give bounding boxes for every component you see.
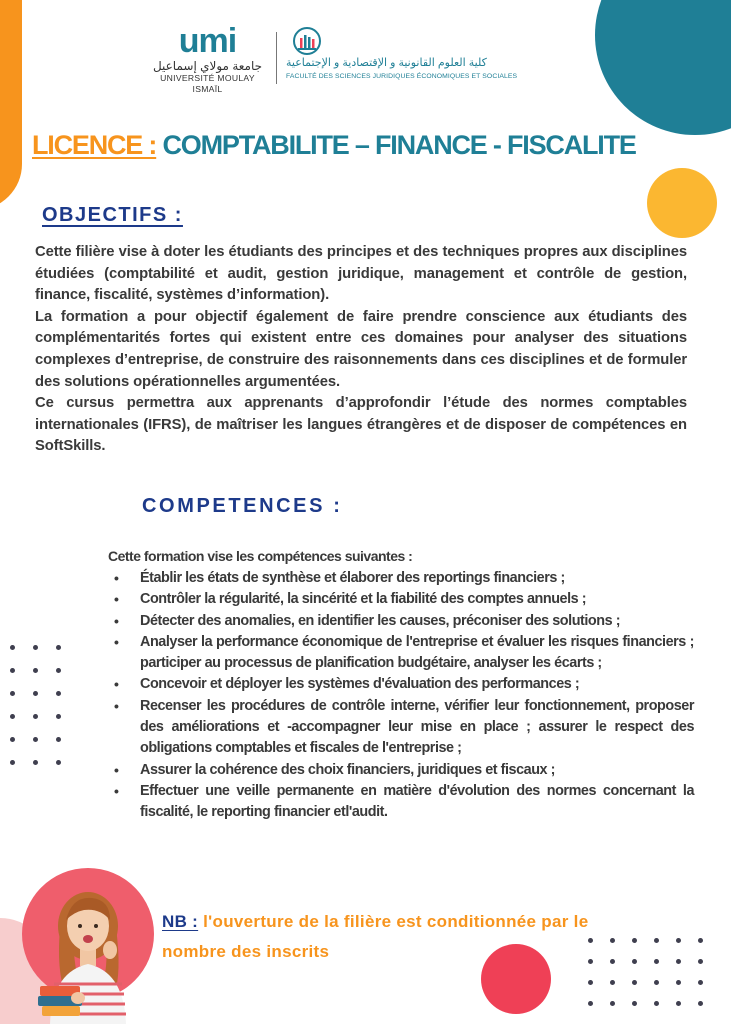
faculty-name-latin: FACULTÉ DES SCIENCES JURIDIQUES ÉCONOMIQUES ET SOCIALES xyxy=(286,73,518,80)
list-item: • Contrôler la régularité, la sincérité et la fiabilité des comptes annuels ; xyxy=(112,589,694,610)
title-prefix: LICENCE : xyxy=(32,130,157,160)
objectifs-body xyxy=(35,242,687,458)
umi-logo-mark: umi xyxy=(178,22,237,60)
note-text xyxy=(162,907,632,967)
competences-heading: COMPETENCES : xyxy=(142,495,343,517)
orange-corner-shape xyxy=(0,0,22,210)
competences-list xyxy=(112,568,694,824)
list-item: • Détecter des anomalies, en identifier les causes, préconiser des solutions ; xyxy=(112,611,694,632)
list-item: • Assurer la cohérence des choix financiers, juridiques et fiscaux ; xyxy=(112,760,694,781)
title-main: COMPTABILITE – FINANCE - FISCALITE xyxy=(156,130,636,160)
objectifs-paragraph: La formation a pour objectif également de faire prendre conscience aux étudiants des complémentarités fortes qui existent entre ces domaines pour analyser des situations complexes d’entreprise, de construire des raisonnements dans ces disciplines et de formuler des solutions opérationnelles argumentées. xyxy=(35,308,687,390)
objectifs-paragraph: Cette filière vise à doter les étudiants des principes et des techniques propres aux disciplines étudiées (comptabilité et audit, gestion juridique, management et contrôle de gestion, finance, fiscalité, systèmes d’information). xyxy=(35,244,687,304)
dot-grid-left-decoration xyxy=(10,645,61,765)
list-item: • Analyser la performance économique de l'entreprise et évaluer les risques financiers ; participer au processus de planification budgétaire, analyser les écarts ; xyxy=(112,632,694,675)
list-item: • Concevoir et déployer les systèmes d'évaluation des performances ; xyxy=(112,674,694,695)
student-illustration xyxy=(22,868,154,1024)
faculty-logo xyxy=(286,26,518,88)
university-name-arabic: جامعة مولاي إسماعيل xyxy=(152,59,263,73)
yellow-circle-decoration xyxy=(647,168,717,238)
faculty-name-arabic: كلية العلوم القانونية و الإقتصادية و الإجتماعية xyxy=(286,57,487,69)
objectifs-heading: OBJECTIFS : xyxy=(42,204,183,226)
header-divider xyxy=(276,32,277,84)
teal-circle-decoration xyxy=(595,0,731,135)
list-item: • Établir les états de synthèse et élaborer des reportings financiers ; xyxy=(112,568,694,589)
faculty-emblem-icon xyxy=(292,26,322,56)
list-item: • Recenser les procédures de contrôle interne, vérifier leur fonctionnement, proposer des améliorations et -accompagner leur mise en place ; assurer le respect des obligations comptables et fiscales de l'entreprise ; xyxy=(112,696,694,760)
university-logo xyxy=(145,22,270,94)
objectifs-paragraph: Ce cursus permettra aux apprenants d’approfondir l’étude des normes comptables internationales (IFRS), de maîtriser les langues étrangères et de disposer de compétences en SoftSkills. xyxy=(35,395,687,455)
note-label: NB : xyxy=(162,912,199,931)
list-item: • Effectuer une veille permanente en matière d'évolution des normes concernant la fiscalité, le reporting financier etl'audit. xyxy=(112,781,694,824)
page-title xyxy=(32,128,712,162)
competences-intro: Cette formation vise les compétences suivantes : xyxy=(108,548,413,564)
note-body: l'ouverture de la filière est conditionnée par le nombre des inscrits xyxy=(162,912,589,961)
university-name-latin: UNIVERSITÉ MOULAY ISMAÏL xyxy=(160,73,255,94)
